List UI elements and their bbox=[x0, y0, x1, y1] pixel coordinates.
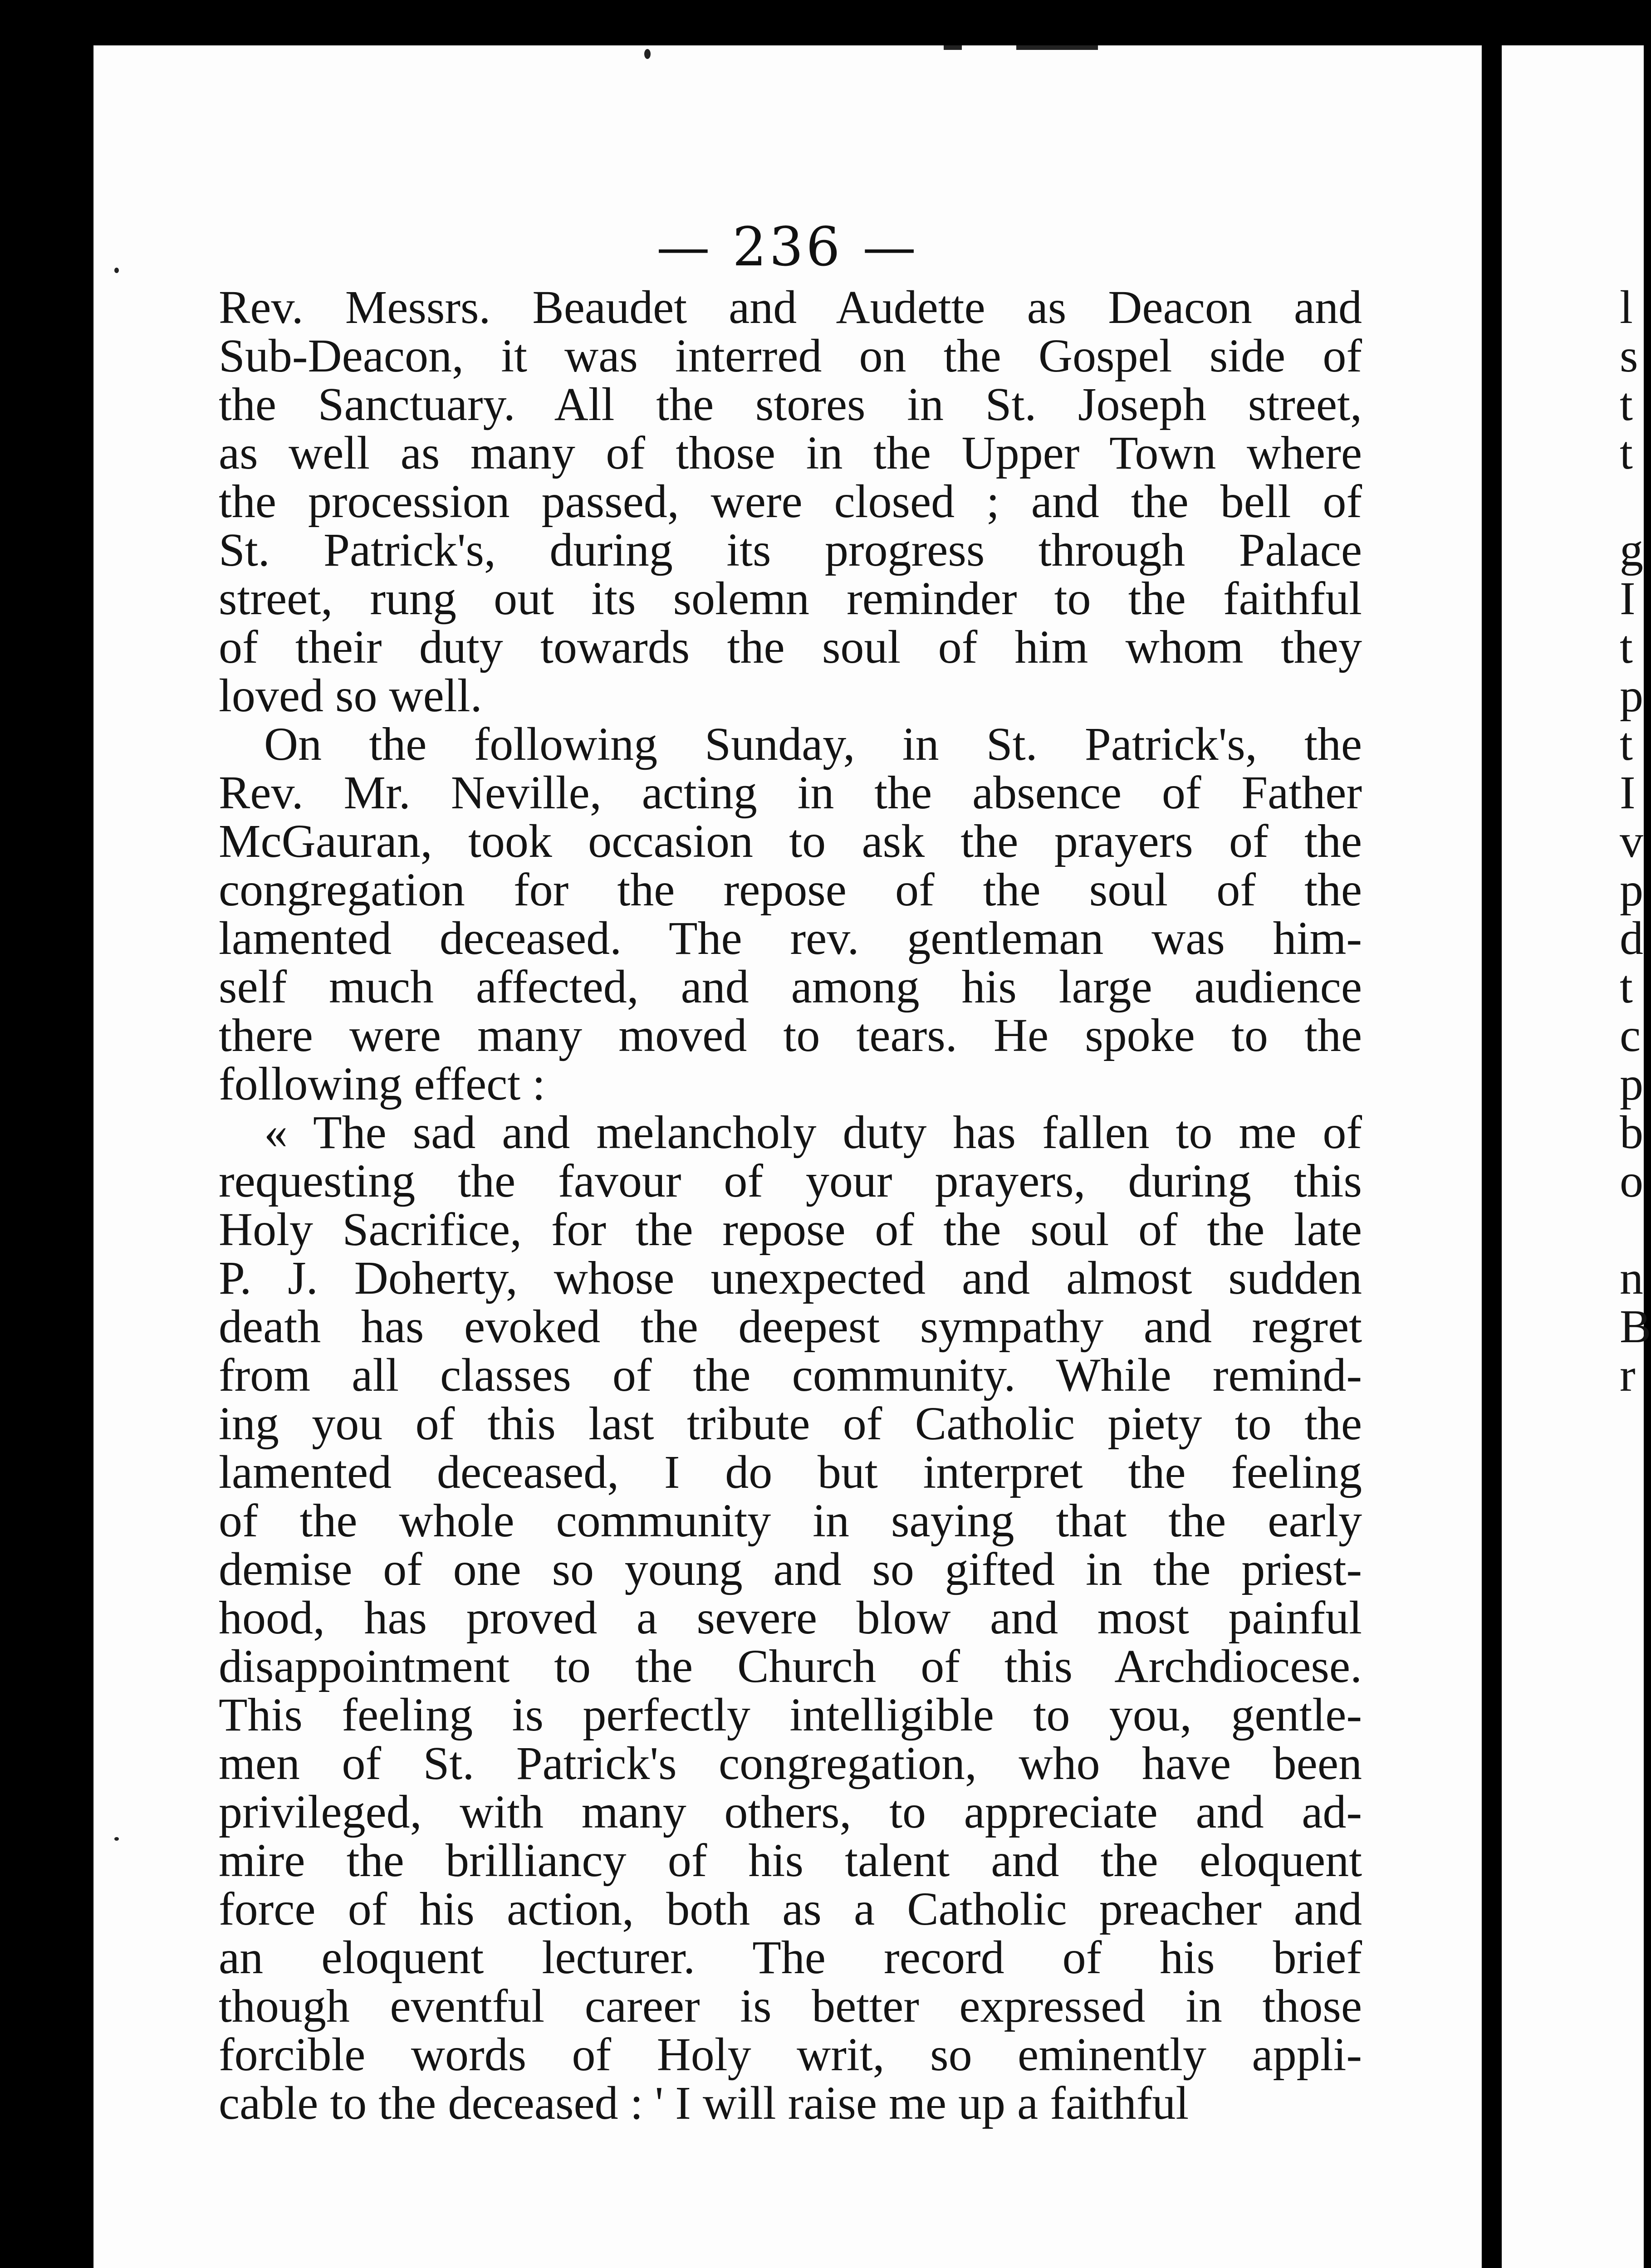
text-line: an eloquent lecturer. The record of his brief bbox=[219, 1931, 1362, 1984]
page-body-text bbox=[219, 283, 1362, 2127]
text-line: P. J. Doherty, whose unexpected and almost sudden bbox=[219, 1252, 1362, 1304]
text-line: street, rung out its solemn reminder to the faithful bbox=[219, 572, 1362, 625]
text-line: Rev. Messrs. Beaudet and Audette as Deacon and bbox=[219, 281, 1362, 333]
text-line: there were many moved to tears. He spoke to the bbox=[219, 1009, 1362, 1061]
text-line: death has evoked the deepest sympathy and regret bbox=[219, 1300, 1362, 1353]
facing-line-fragment: o bbox=[1620, 1155, 1643, 1207]
text-line: force of his action, both as a Catholic preacher and bbox=[219, 1883, 1362, 1935]
text-line: lamented deceased. The rev. gentleman was him- bbox=[219, 912, 1362, 964]
text-line: congregation for the repose of the soul of the bbox=[219, 864, 1362, 916]
text-line: though eventful career is better expressed in those bbox=[219, 1980, 1362, 2032]
text-line: men of St. Patrick's congregation, who have been bbox=[219, 1737, 1362, 1789]
text-line: St. Patrick's, during its progress through Palace bbox=[219, 524, 1362, 576]
text-line: mire the brilliancy of his talent and the eloquent bbox=[219, 1834, 1362, 1887]
facing-line-fragment: s bbox=[1620, 330, 1638, 382]
text-line: This feeling is perfectly intelligible to you, gentle- bbox=[219, 1689, 1362, 1741]
facing-line-fragment: p bbox=[1620, 670, 1643, 722]
text-line: loved so well. bbox=[219, 670, 482, 722]
text-line: self much affected, and among his large audience bbox=[219, 961, 1362, 1013]
text-line: forcible words of Holy writ, so eminently appli- bbox=[219, 2028, 1362, 2081]
text-line: as well as many of those in the Upper Town where bbox=[219, 427, 1362, 479]
text-line: « The sad and melancholy duty has fallen to me of bbox=[264, 1106, 1362, 1158]
page-gutter bbox=[1482, 0, 1502, 2268]
facing-line-fragment: r bbox=[1620, 1349, 1636, 1401]
facing-line-fragment: t bbox=[1620, 378, 1633, 430]
facing-line-fragment: n bbox=[1620, 1252, 1643, 1304]
scan-speck bbox=[114, 268, 119, 273]
text-line: McGauran, took occasion to ask the prayers of the bbox=[219, 815, 1362, 867]
text-line: demise of one so young and so gifted in the priest- bbox=[219, 1543, 1362, 1595]
facing-line-fragment bbox=[1620, 477, 1651, 526]
text-line: Rev. Mr. Neville, acting in the absence of Father bbox=[219, 767, 1362, 819]
facing-line-fragment: d bbox=[1620, 912, 1643, 964]
facing-line-fragment: l bbox=[1620, 281, 1633, 333]
facing-line-fragment: p bbox=[1620, 864, 1643, 916]
scan-speck bbox=[644, 49, 651, 59]
text-line: the procession passed, were closed ; and the bell of bbox=[219, 475, 1362, 528]
facing-line-fragment bbox=[1620, 1205, 1651, 1254]
text-line: from all classes of the community. While remind- bbox=[219, 1349, 1362, 1401]
facing-line-fragment: t bbox=[1620, 427, 1633, 479]
text-line: hood, has proved a severe blow and most painful bbox=[219, 1592, 1362, 1644]
text-line: of the whole community in saying that the early bbox=[219, 1495, 1362, 1547]
text-line: disappointment to the Church of this Archdiocese. bbox=[219, 1640, 1362, 1692]
text-line: ing you of this last tribute of Catholic piety to the bbox=[219, 1398, 1362, 1450]
facing-line-fragment: t bbox=[1620, 718, 1633, 770]
text-line: cable to the deceased : ' I will raise me up a faithful bbox=[219, 2077, 1189, 2129]
text-line: privileged, with many others, to appreciate and ad- bbox=[219, 1786, 1362, 1838]
text-line: following effect : bbox=[219, 1058, 546, 1110]
facing-line-fragment: B bbox=[1620, 1300, 1651, 1353]
page-number: — 236 — bbox=[656, 215, 919, 278]
facing-line-fragment: b bbox=[1620, 1106, 1643, 1158]
facing-line-fragment: t bbox=[1620, 961, 1633, 1013]
scan-mark bbox=[1016, 45, 1098, 50]
text-line: the Sanctuary. All the stores in St. Joseph street, bbox=[219, 378, 1362, 430]
facing-line-fragment: g bbox=[1620, 524, 1643, 576]
text-line: of their duty towards the soul of him whom they bbox=[219, 621, 1362, 673]
facing-line-fragment: t bbox=[1620, 621, 1633, 673]
text-line: On the following Sunday, in St. Patrick's, the bbox=[264, 718, 1362, 770]
facing-line-fragment: I bbox=[1620, 572, 1636, 625]
facing-line-fragment: v bbox=[1620, 815, 1643, 867]
facing-line-fragment: c bbox=[1620, 1009, 1641, 1061]
scan-speck bbox=[114, 1837, 119, 1841]
text-line: lamented deceased, I do but interpret the feeling bbox=[219, 1446, 1362, 1498]
text-line: Sub-Deacon, it was interred on the Gospel side of bbox=[219, 330, 1362, 382]
facing-page-text-fragments bbox=[1620, 283, 1651, 1399]
facing-line-fragment: p bbox=[1620, 1058, 1643, 1110]
facing-line-fragment: I bbox=[1620, 767, 1636, 819]
text-line: requesting the favour of your prayers, during this bbox=[219, 1155, 1362, 1207]
scan-mark bbox=[944, 45, 962, 50]
text-line: Holy Sacrifice, for the repose of the soul of the late bbox=[219, 1203, 1362, 1256]
